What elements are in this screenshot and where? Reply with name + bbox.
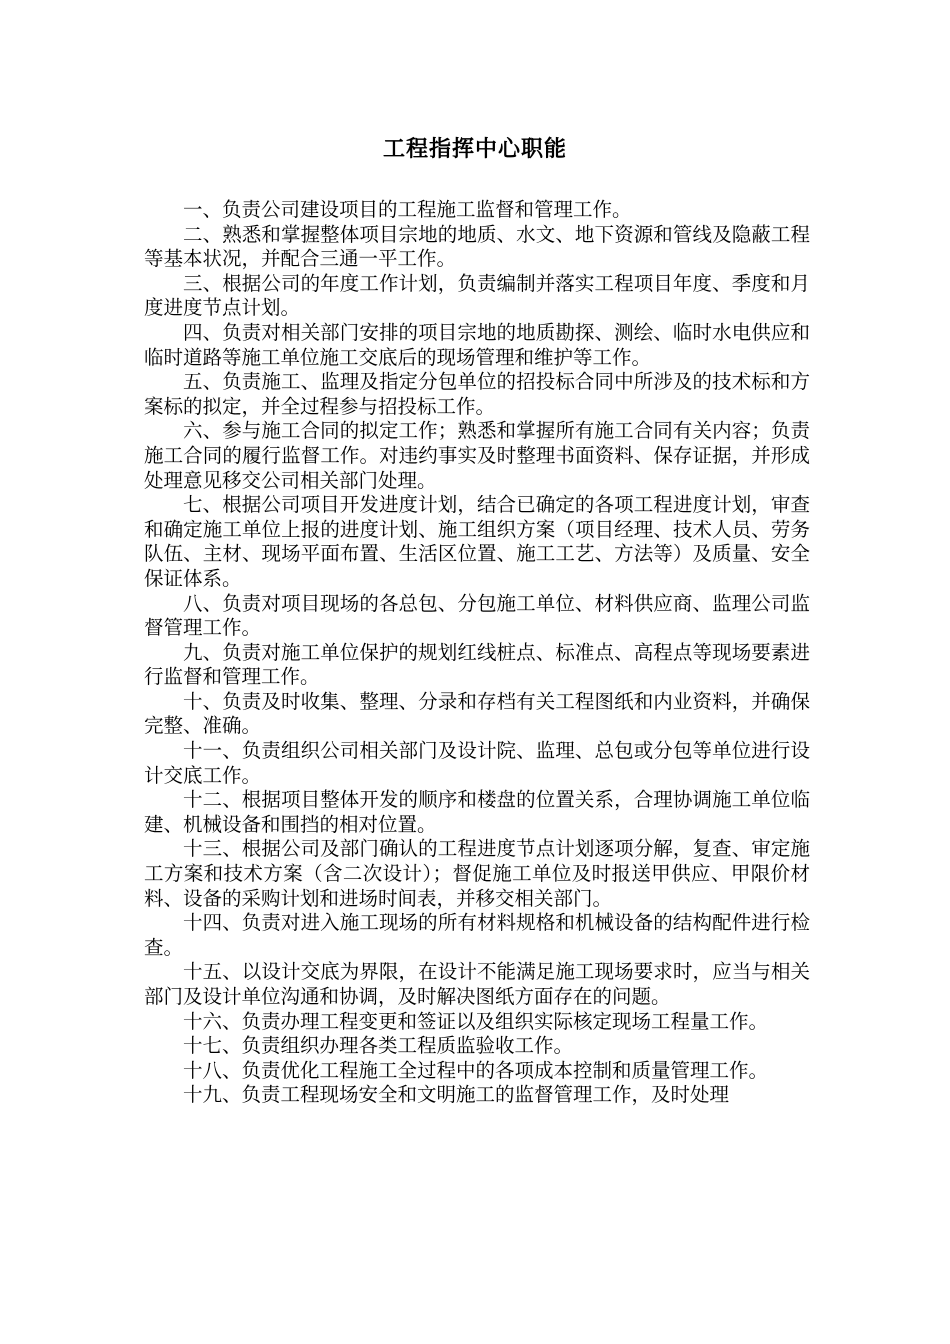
paragraph-4: 四、负责对相关部门安排的项目宗地的地质勘探、测绘、临时水电供应和临时道路等施工单位施工交底后的现场管理和维护等工作。 <box>144 320 810 369</box>
paragraph-12: 十二、根据项目整体开发的顺序和楼盘的位置关系，合理协调施工单位临建、机械设备和围挡的相对位置。 <box>144 788 810 836</box>
paragraph-1: 一、负责公司建设项目的工程施工监督和管理工作。 <box>183 198 632 221</box>
paragraph-18: 十八、负责优化工程施工全过程中的各项成本控制和质量管理工作。 <box>183 1058 769 1082</box>
paragraph-11: 十一、负责组织公司相关部门及设计院、监理、总包或分包等单位进行设计交底工作。 <box>144 739 810 787</box>
paragraph-10: 十、负责及时收集、整理、分录和存档有关工程图纸和内业资料，并确保完整、准确。 <box>144 689 810 738</box>
paragraph-19: 十九、负责工程现场安全和文明施工的监督管理工作，及时处理 <box>183 1083 730 1107</box>
document-body <box>144 198 810 1108</box>
paragraph-9: 九、负责对施工单位保护的规划红线桩点、标准点、高程点等现场要素进行监督和管理工作。 <box>144 640 810 689</box>
paragraph-15: 十五、以设计交底为界限，在设计不能满足施工现场要求时，应当与相关部门及设计单位沟通和协调，及时解决图纸方面存在的问题。 <box>144 960 810 1008</box>
paragraph-7: 七、根据公司项目开发进度计划，结合已确定的各项工程进度计划，审查和确定施工单位上报的进度计划、施工组织方案（项目经理、技术人员、劳务队伍、主材、现场平面布置、生活区位置、施工工艺、方法等）及质量、安全保证体系。 <box>144 493 810 590</box>
document-title: 工程指挥中心职能 <box>382 136 567 162</box>
paragraph-16: 十六、负责办理工程变更和签证以及组织实际核定现场工程量工作。 <box>183 1009 769 1033</box>
paragraph-13: 十三、根据公司及部门确认的工程进度节点计划逐项分解，复查、审定施工方案和技术方案（含二次设计）；督促施工单位及时报送甲供应、甲限价材料、设备的采购计划和进场时间表，并移交相关部门。 <box>144 837 810 910</box>
paragraph-6: 六、参与施工合同的拟定工作；熟悉和掌握所有施工合同有关内容；负责施工合同的履行监督工作。对违约事实及时整理书面资料、保存证据，并形成处理意见移交公司相关部门处理。 <box>144 419 810 492</box>
paragraph-8: 八、负责对项目现场的各总包、分包施工单位、材料供应商、监理公司监督管理工作。 <box>144 591 810 640</box>
paragraph-14: 十四、负责对进入施工现场的所有材料规格和机械设备的结构配件进行检查。 <box>144 911 810 959</box>
paragraph-2: 二、熟悉和掌握整体项目宗地的地质、水文、地下资源和管线及隐蔽工程等基本状况，并配合三通一平工作。 <box>144 222 810 271</box>
paragraph-5: 五、负责施工、监理及指定分包单位的招投标合同中所涉及的技术标和方案标的拟定，并全过程参与招投标工作。 <box>144 370 810 418</box>
paragraph-17: 十七、负责组织办理各类工程质监验收工作。 <box>183 1034 574 1058</box>
paragraph-3: 三、根据公司的年度工作计划，负责编制并落实工程项目年度、季度和月度进度节点计划。 <box>144 271 810 320</box>
